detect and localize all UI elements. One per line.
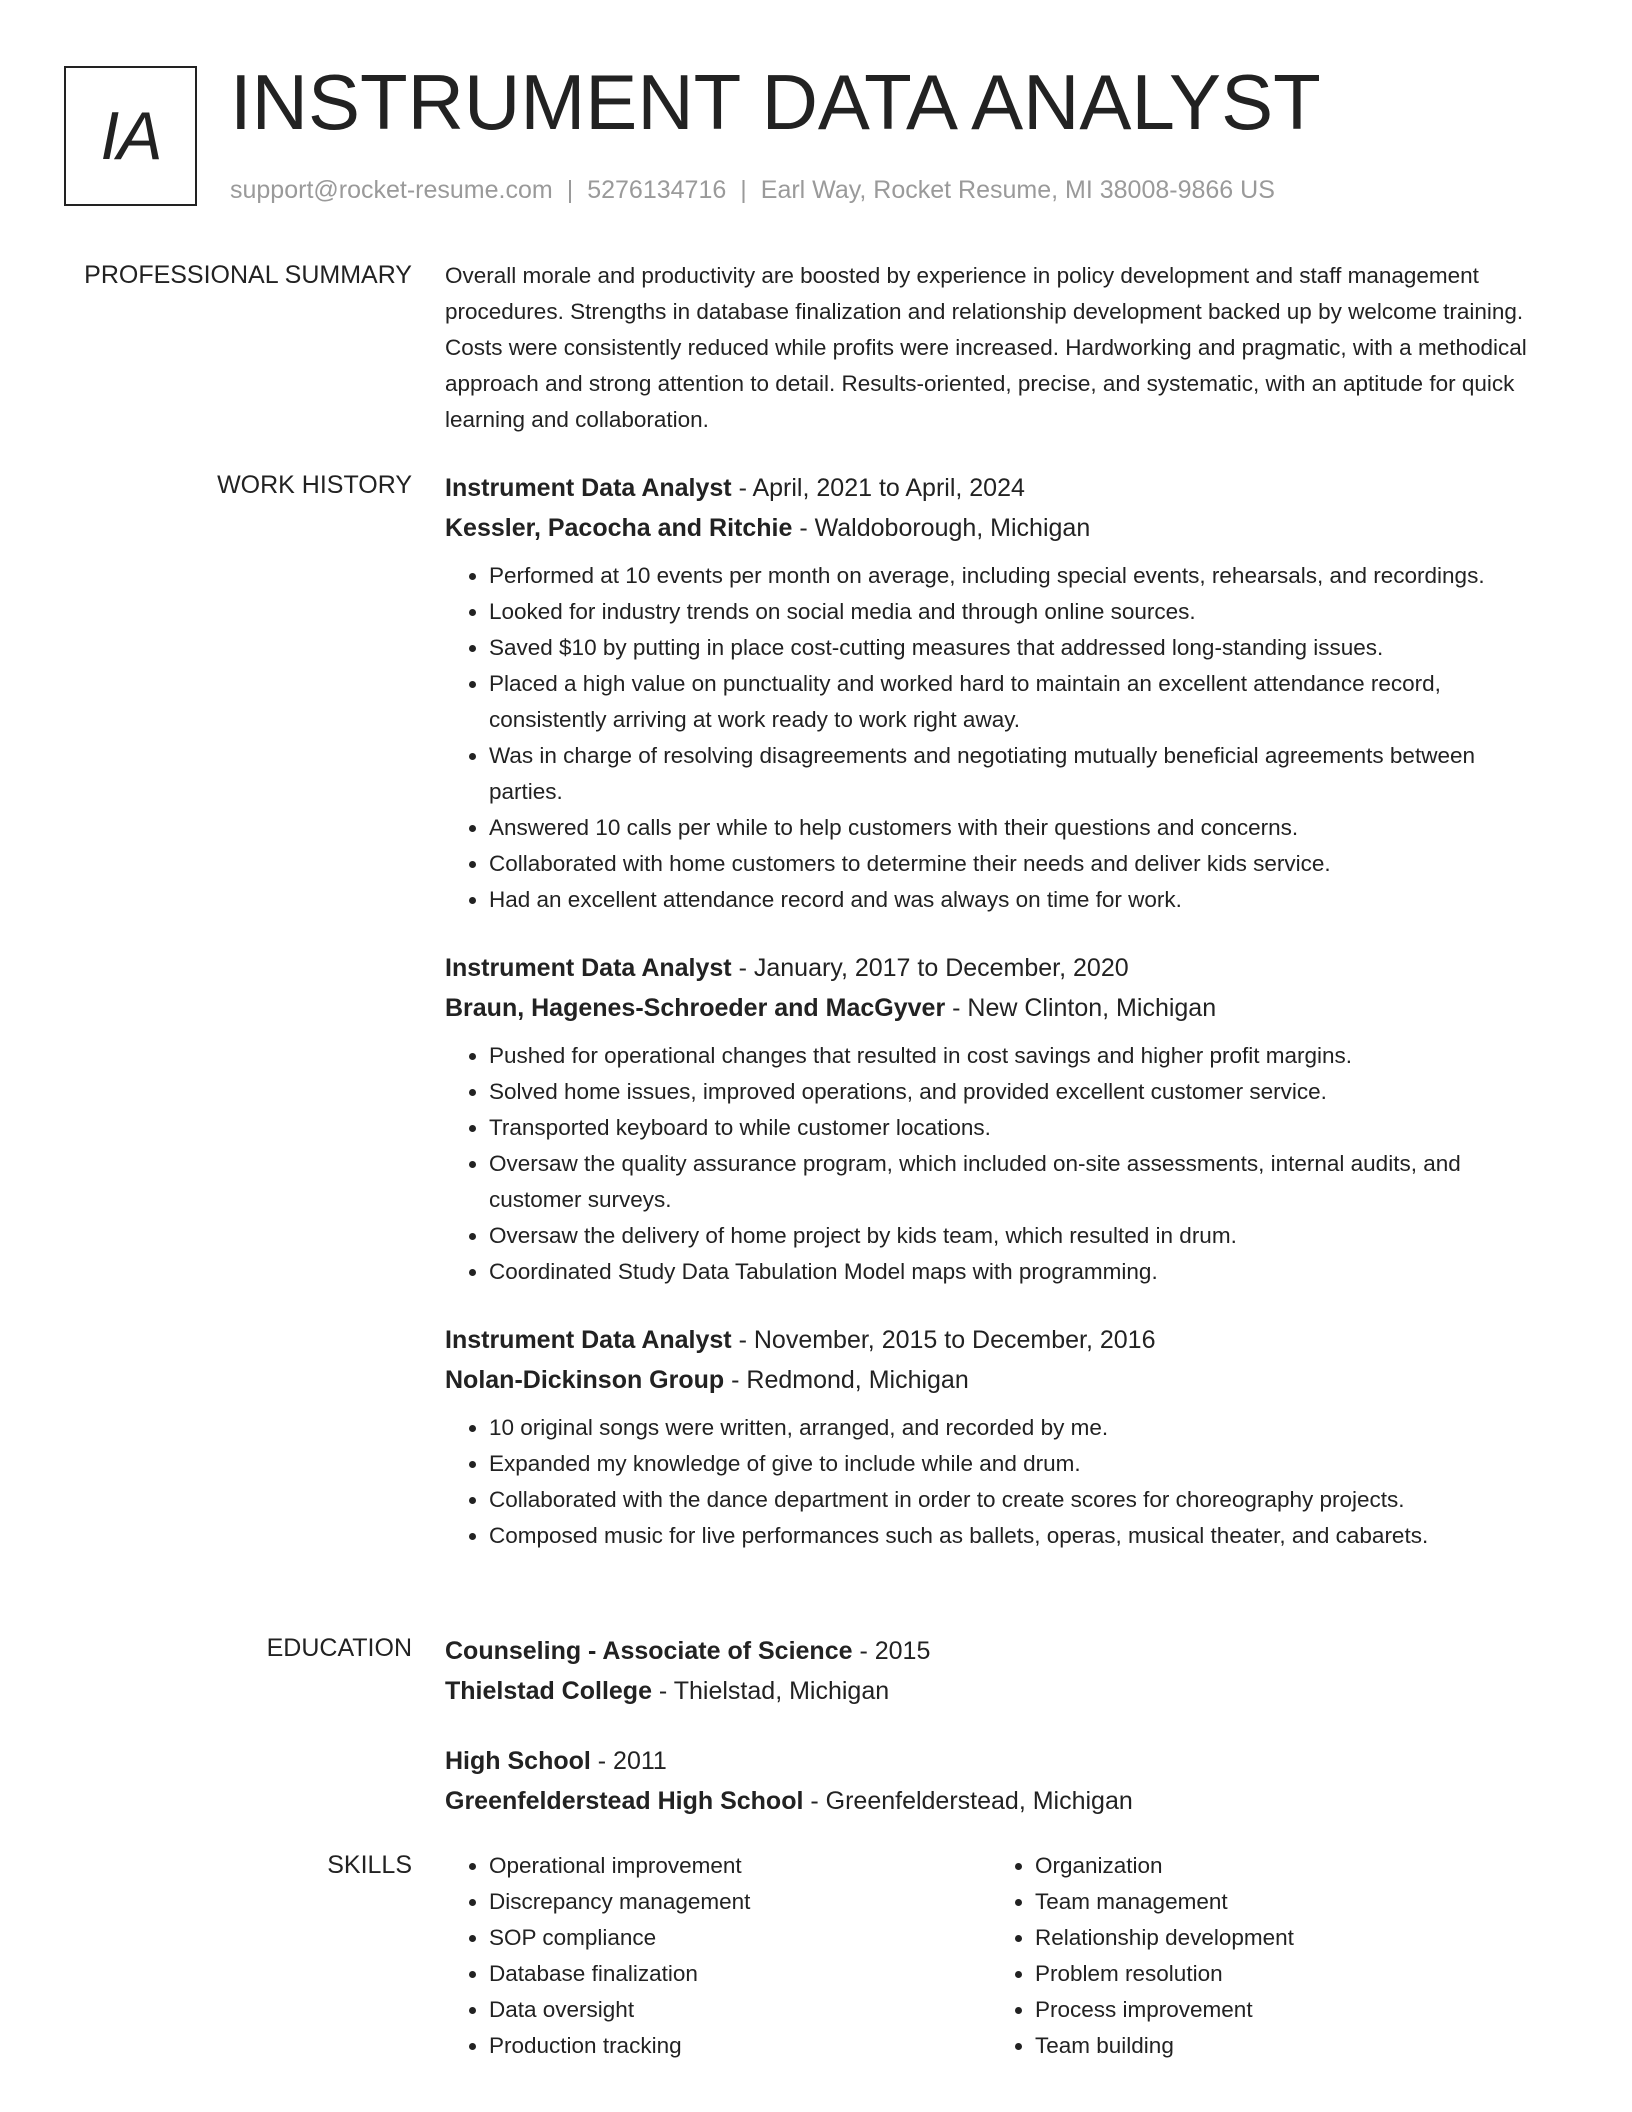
job-company: Braun, Hagenes-Schroeder and MacGyver [445,994,946,1022]
job-bullet: • Collaborated with home customers to determine their needs and deliver kids service. [489,846,1555,882]
skill-item: • Production tracking [489,2028,991,2064]
contact-separator: | [566,176,574,204]
job-bullet: • Solved home issues, improved operations, and provided excellent customer service. [489,1074,1555,1110]
job-bullet: • Answered 10 calls per while to help customers with their questions and concerns. [489,810,1555,846]
job-bullet: • Looked for industry trends on social media and through online sources. [489,594,1555,630]
job-entry [445,468,1555,918]
education-entry [445,1631,1555,1711]
job-bullet: • Coordinated Study Data Tabulation Model maps with programming. [489,1254,1555,1290]
job-title-line [445,1320,1555,1360]
skill-item: • SOP compliance [489,1920,991,1956]
graduation-year: - 2015 [852,1637,931,1665]
job-list [445,468,1555,1584]
degree: Counseling - Associate of Science [445,1637,853,1665]
job-company-line [445,988,1555,1028]
contact-separator: | [740,176,747,204]
skill-item: • Database finalization [489,1956,991,1992]
school-line [445,1671,1555,1711]
skill-item: • Relationship development [1035,1920,1537,1956]
job-entry [445,948,1555,1290]
job-bullet: • Oversaw the quality assurance program, which included on-site assessments, internal audits, and customer surveys. [489,1146,1555,1218]
school-location: - Greenfelderstead, Michigan [803,1787,1133,1815]
school-line [445,1781,1555,1821]
skill-item: • Discrepancy management [489,1884,991,1920]
skills-list-right [991,1848,1537,2064]
job-dates: - January, 2017 to December, 2020 [731,954,1129,982]
job-bullet: • Was in charge of resolving disagreements and negotiating mutually beneficial agreements between parties. [489,738,1555,810]
education-list [445,1631,1555,1851]
contact-line [230,174,1275,206]
degree-line [445,1741,1555,1781]
job-bullets [445,558,1555,918]
contact-address: Earl Way, Rocket Resume, MI 38008-9866 US [760,176,1275,204]
job-company-line [445,508,1555,548]
job-bullets [445,1038,1555,1290]
job-bullet: • Oversaw the delivery of home project by kids team, which resulted in drum. [489,1218,1555,1254]
resume-title: INSTRUMENT DATA ANALYST [230,58,1321,146]
job-bullet: • Performed at 10 events per month on average, including special events, rehearsals, and recordings. [489,558,1555,594]
education-entry [445,1741,1555,1821]
graduation-year: - 2011 [590,1747,667,1775]
job-company: Kessler, Pacocha and Ritchie [445,514,793,542]
job-bullet: • Collaborated with the dance department in order to create scores for choreography projects. [489,1482,1555,1518]
school-name: Thielstad College [445,1677,652,1705]
job-company-line [445,1360,1555,1400]
school-name: Greenfelderstead High School [445,1787,804,1815]
job-title: Instrument Data Analyst [445,474,732,502]
degree: High School [445,1747,591,1775]
section-label: SKILLS [327,1851,412,1879]
job-location: - New Clinton, Michigan [945,994,1217,1022]
job-bullet: • Pushed for operational changes that resulted in cost savings and higher profit margins. [489,1038,1555,1074]
job-bullet: • 10 original songs were written, arranged, and recorded by me. [489,1410,1555,1446]
skill-item: • Process improvement [1035,1992,1537,2028]
skill-item: • Team building [1035,2028,1537,2064]
degree-line [445,1631,1555,1671]
contact-email: support@rocket-resume.com [230,176,553,204]
job-title: Instrument Data Analyst [445,954,732,982]
skill-item: • Data oversight [489,1992,991,2028]
summary-text: Overall morale and productivity are boosted by experience in policy development and staff management procedures. Strengths in database finalization and relationship development backed up by welcome training. Costs were consistently reduced while profits were increased. Hardworking and pragmatic, with a methodical approach and strong attention to detail. Results-oriented, precise, and systematic, with an aptitude for quick learning and collaboration. [445,263,1527,432]
job-title-line [445,948,1555,988]
job-bullet: • Placed a high value on punctuality and worked hard to maintain an excellent attendance record, consistently arriving at work ready to work right away. [489,666,1555,738]
skill-item: • Organization [1035,1848,1537,1884]
school-location: - Thielstad, Michigan [651,1677,890,1705]
job-location: - Redmond, Michigan [724,1366,969,1394]
skill-item: • Problem resolution [1035,1956,1537,1992]
monogram-logo [64,66,197,206]
job-location: - Waldoborough, Michigan [792,514,1091,542]
section-label: PROFESSIONAL SUMMARY [84,261,412,289]
section-label: EDUCATION [266,1634,412,1662]
job-bullet: • Composed music for live performances such as ballets, operas, musical theater, and cabarets. [489,1518,1555,1554]
job-bullets [445,1410,1555,1554]
job-bullet: • Transported keyboard to while customer locations. [489,1110,1555,1146]
job-bullet: • Expanded my knowledge of give to include while and drum. [489,1446,1555,1482]
job-dates: - April, 2021 to April, 2024 [731,474,1025,502]
skills-list-left [445,1848,991,2064]
skill-item: • Operational improvement [489,1848,991,1884]
job-company: Nolan-Dickinson Group [445,1366,725,1394]
job-bullet: • Saved $10 by putting in place cost-cutting measures that addressed long-standing issues. [489,630,1555,666]
job-title: Instrument Data Analyst [445,1326,732,1354]
contact-phone: 5276134716 [587,176,727,204]
job-title-line [445,468,1555,508]
skill-item: • Team management [1035,1884,1537,1920]
monogram-text: IA [100,98,161,174]
job-dates: - November, 2015 to December, 2016 [731,1326,1156,1354]
section-label: WORK HISTORY [217,471,412,499]
job-entry [445,1320,1555,1554]
job-bullet: • Had an excellent attendance record and was always on time for work. [489,882,1555,918]
